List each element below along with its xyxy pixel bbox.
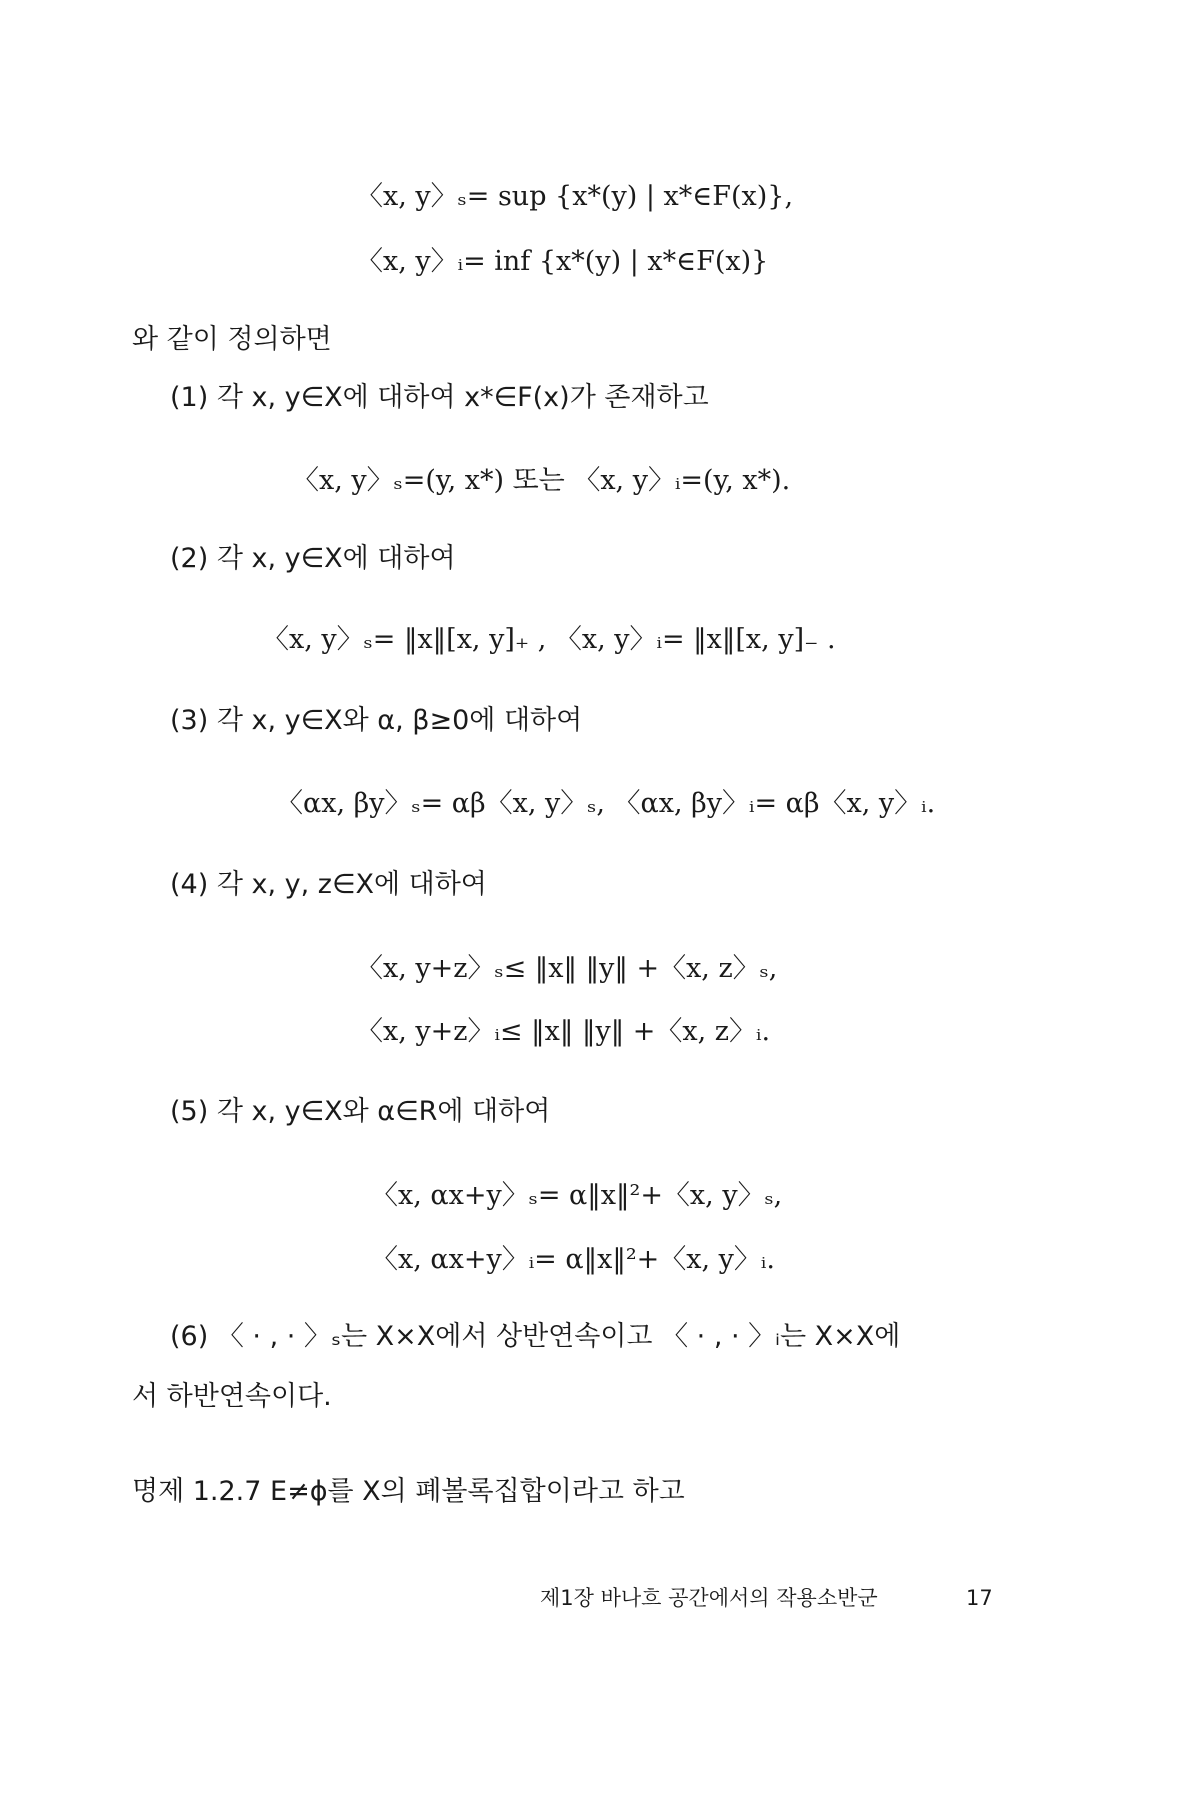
- item-4-equation-i: 〈x, y+z〉ᵢ≤ ‖x‖ ‖y‖ +〈x, z〉ᵢ.: [356, 1016, 771, 1047]
- equation-inf: 〈x, y〉ᵢ= inf {x*(y) | x*∈F(x)}: [356, 246, 769, 277]
- item-4-equation-s: 〈x, y+z〉ₛ≤ ‖x‖ ‖y‖ +〈x, z〉ₛ,: [356, 953, 778, 984]
- item-3: (3) 각 x, y∈X와 α, β≥0에 대하여: [170, 705, 583, 736]
- item-5: (5) 각 x, y∈X와 α∈R에 대하여: [170, 1096, 551, 1127]
- item-6: (6) 〈 · , · 〉ₛ는 X×X에서 상반연속이고 〈 · , · 〉ᵢ는 X×X에: [170, 1321, 901, 1352]
- item-2: (2) 각 x, y∈X에 대하여: [170, 543, 456, 574]
- page-number: 17: [966, 1586, 993, 1610]
- chapter-title: 제1장 바나흐 공간에서의 작용소반군: [540, 1586, 878, 1610]
- item-5-equation-s: 〈x, αx+y〉ₛ= α‖x‖²+〈x, y〉ₛ,: [371, 1180, 783, 1211]
- definition-intro: 와 같이 정의하면: [132, 324, 332, 355]
- item-5-equation-i: 〈x, αx+y〉ᵢ= α‖x‖²+〈x, y〉ᵢ.: [371, 1244, 775, 1275]
- item-3-equation: 〈αx, βy〉ₛ= αβ〈x, y〉ₛ, 〈αx, βy〉ᵢ= αβ〈x, y〉ᵢ.: [276, 788, 936, 819]
- item-4: (4) 각 x, y, z∈X에 대하여: [170, 869, 487, 900]
- item-2-equation: 〈x, y〉ₛ= ‖x‖[x, y]₊ , 〈x, y〉ᵢ= ‖x‖[x, y]₋ .: [262, 624, 836, 655]
- item-6-continuation: 서 하반연속이다.: [132, 1381, 332, 1412]
- item-1: (1) 각 x, y∈X에 대하여 x*∈F(x)가 존재하고: [170, 382, 709, 413]
- item-1-equation: 〈x, y〉ₛ=(y, x*) 또는 〈x, y〉ᵢ=(y, x*).: [292, 465, 791, 496]
- equation-sup: 〈x, y〉ₛ= sup {x*(y) | x*∈F(x)},: [356, 181, 794, 212]
- proposition-1-2-7: 명제 1.2.7 E≠ϕ를 X의 폐볼록집합이라고 하고: [132, 1476, 685, 1507]
